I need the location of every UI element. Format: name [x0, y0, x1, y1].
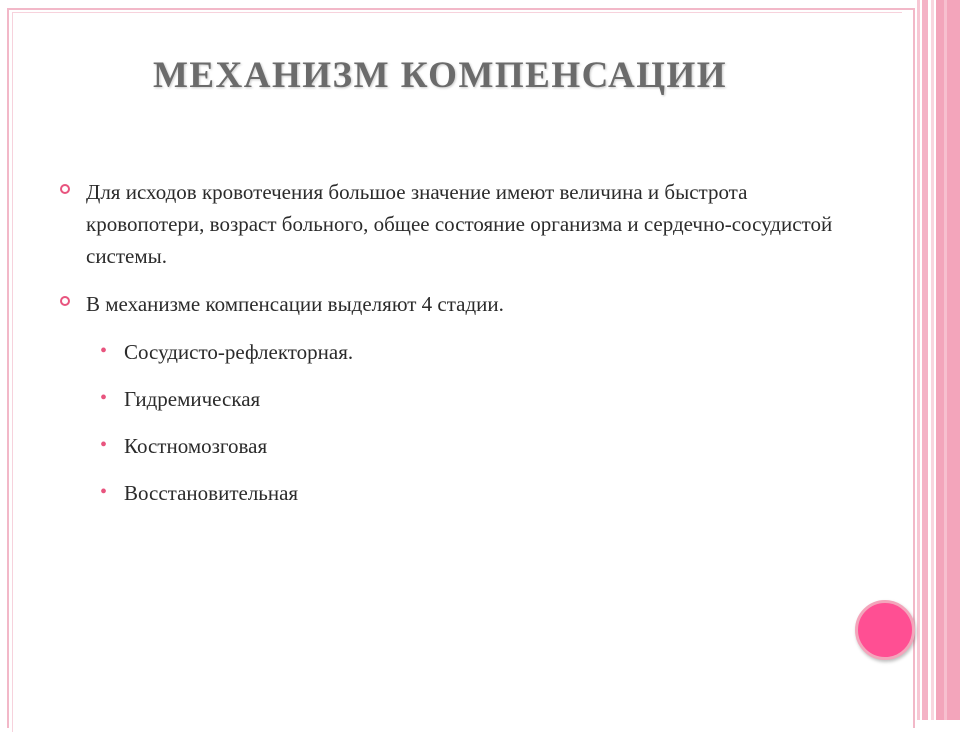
- dot-bullet-icon: •: [100, 340, 108, 362]
- stage-item: [60, 383, 840, 415]
- ring-bullet-icon: [60, 296, 70, 306]
- stage-item: [60, 430, 840, 462]
- stage-text: Восстановительная: [124, 481, 299, 505]
- bullet-item: [60, 288, 840, 320]
- decor-stripe: [922, 0, 928, 720]
- bullet-text: В механизме компенсации выделяют 4 стадии.: [86, 292, 504, 316]
- bullet-text: Для исходов кровотечения большое значение имеют величина и быстрота кровопотери, возраст больного, общее состояние организма и сердечно-сосудистой системы.: [86, 180, 833, 268]
- slide-title: МЕХАНИЗМ КОМПЕНСАЦИИ: [152, 55, 728, 96]
- dot-bullet-icon: •: [100, 434, 108, 456]
- bullet-item: [60, 176, 840, 272]
- decor-stripe: [936, 0, 960, 720]
- dot-bullet-icon: •: [100, 387, 108, 409]
- decor-stripe: [917, 0, 920, 720]
- decor-circle-icon: [855, 600, 915, 660]
- decor-stripe: [931, 0, 934, 720]
- decor-stripe: [944, 0, 947, 720]
- slide-content: [60, 176, 840, 524]
- ring-bullet-icon: [60, 184, 70, 194]
- stage-text: Костномозговая: [124, 434, 268, 458]
- stage-item: [60, 336, 840, 368]
- stage-text: Сосудисто-рефлекторная.: [124, 340, 354, 364]
- dot-bullet-icon: •: [100, 481, 108, 503]
- stage-item: [60, 477, 840, 509]
- stage-text: Гидремическая: [124, 387, 261, 411]
